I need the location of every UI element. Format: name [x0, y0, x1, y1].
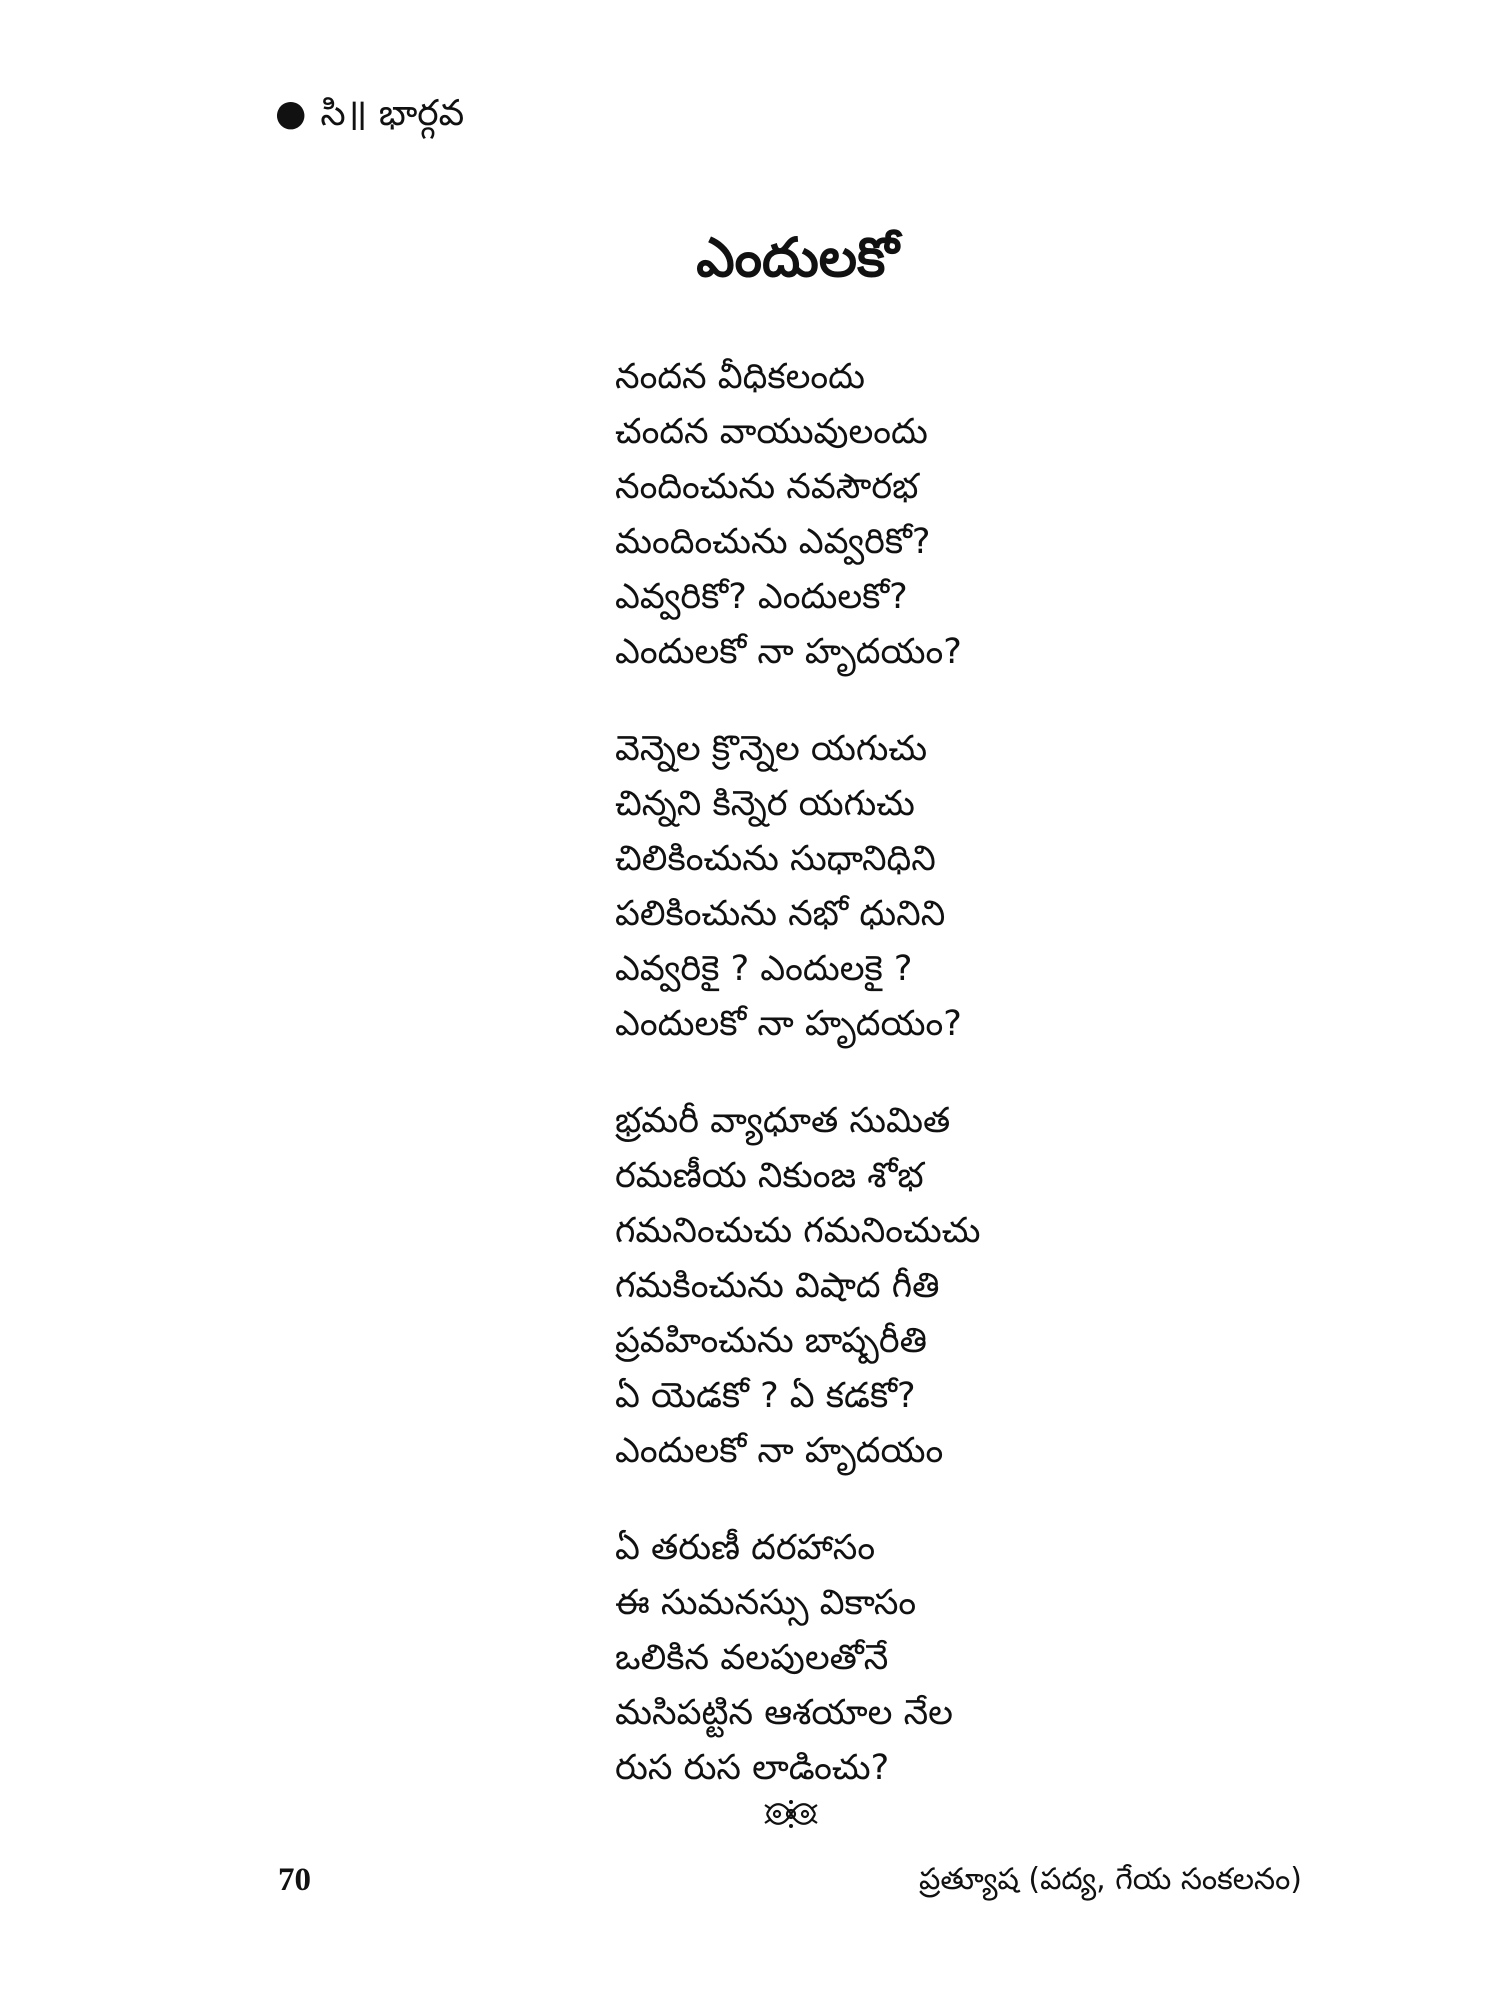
- poem-line: ఎవ్వరికో? ఎందులకో?: [615, 577, 908, 617]
- book-title: ప్రత్యూష (పద్య, గేయ సంకలనం): [919, 1862, 1302, 1897]
- stanza-4: [615, 1521, 1375, 1796]
- poem-line: రమణీయ నికుంజ శోభ: [615, 1156, 924, 1196]
- poem-line: పలికించును నభో ధునిని: [615, 894, 946, 934]
- stanza-2: [615, 722, 1375, 1052]
- poem-line: ఎందులకో నా హృదయం?: [615, 632, 962, 672]
- poem-body: [615, 350, 1375, 1838]
- floral-ornament-icon: [763, 1797, 819, 1831]
- poem-line: ఏ యెడకో ? ఏ కడకో?: [615, 1376, 916, 1416]
- poem-line: నందన వీధికలందు: [615, 357, 865, 397]
- poem-line: మసిపట్టిన ఆశయాల నేల: [615, 1693, 953, 1733]
- stanza-1: [615, 350, 1375, 680]
- stanza-3: [615, 1094, 1375, 1479]
- poem-line: నందించును నవసౌరభ: [615, 467, 919, 507]
- author-name: సి॥ భార్గవ: [320, 93, 465, 134]
- author-line: [275, 92, 464, 136]
- poem-line: ఏ తరుణీ దరహాసం: [615, 1528, 876, 1568]
- poem-line: ఎందులకో నా హృదయం?: [615, 1004, 962, 1044]
- poem-line: రుస రుస లాడించు?: [615, 1748, 890, 1788]
- poem-line: గమకించును విషాద గీతి: [615, 1266, 940, 1306]
- poem-line: చందన వాయువులందు: [615, 412, 928, 452]
- page-number: 70: [278, 1862, 311, 1898]
- poem-line: ప్రవహించును బాష్పరీతి: [615, 1321, 927, 1361]
- poem-title: ఎందులకో: [696, 226, 899, 289]
- poem-line: ఈ సుమనస్సు వికాసం: [615, 1583, 917, 1623]
- poem-line: మందించును ఎవ్వరికో?: [615, 522, 931, 562]
- poem-line: వెన్నెల క్రొన్నెల యగుచు: [615, 729, 928, 769]
- poem-line: ఎందులకో నా హృదయం: [615, 1431, 944, 1471]
- poem-line: చిన్నని కిన్నెర యగుచు: [615, 784, 915, 824]
- bullet-icon: ●: [275, 93, 307, 134]
- poem-line: చిలికించును సుధానిధిని: [615, 839, 936, 879]
- poem-line: ఒలికిన వలపులతోనే: [615, 1638, 889, 1678]
- poem-line: గమనించుచు గమనించుచు: [615, 1211, 981, 1251]
- poem-line: భ్రమరీ వ్యాధూత సుమిత: [615, 1101, 951, 1141]
- poem-line: ఎవ్వరికై ? ఎందులకై ?: [615, 949, 913, 989]
